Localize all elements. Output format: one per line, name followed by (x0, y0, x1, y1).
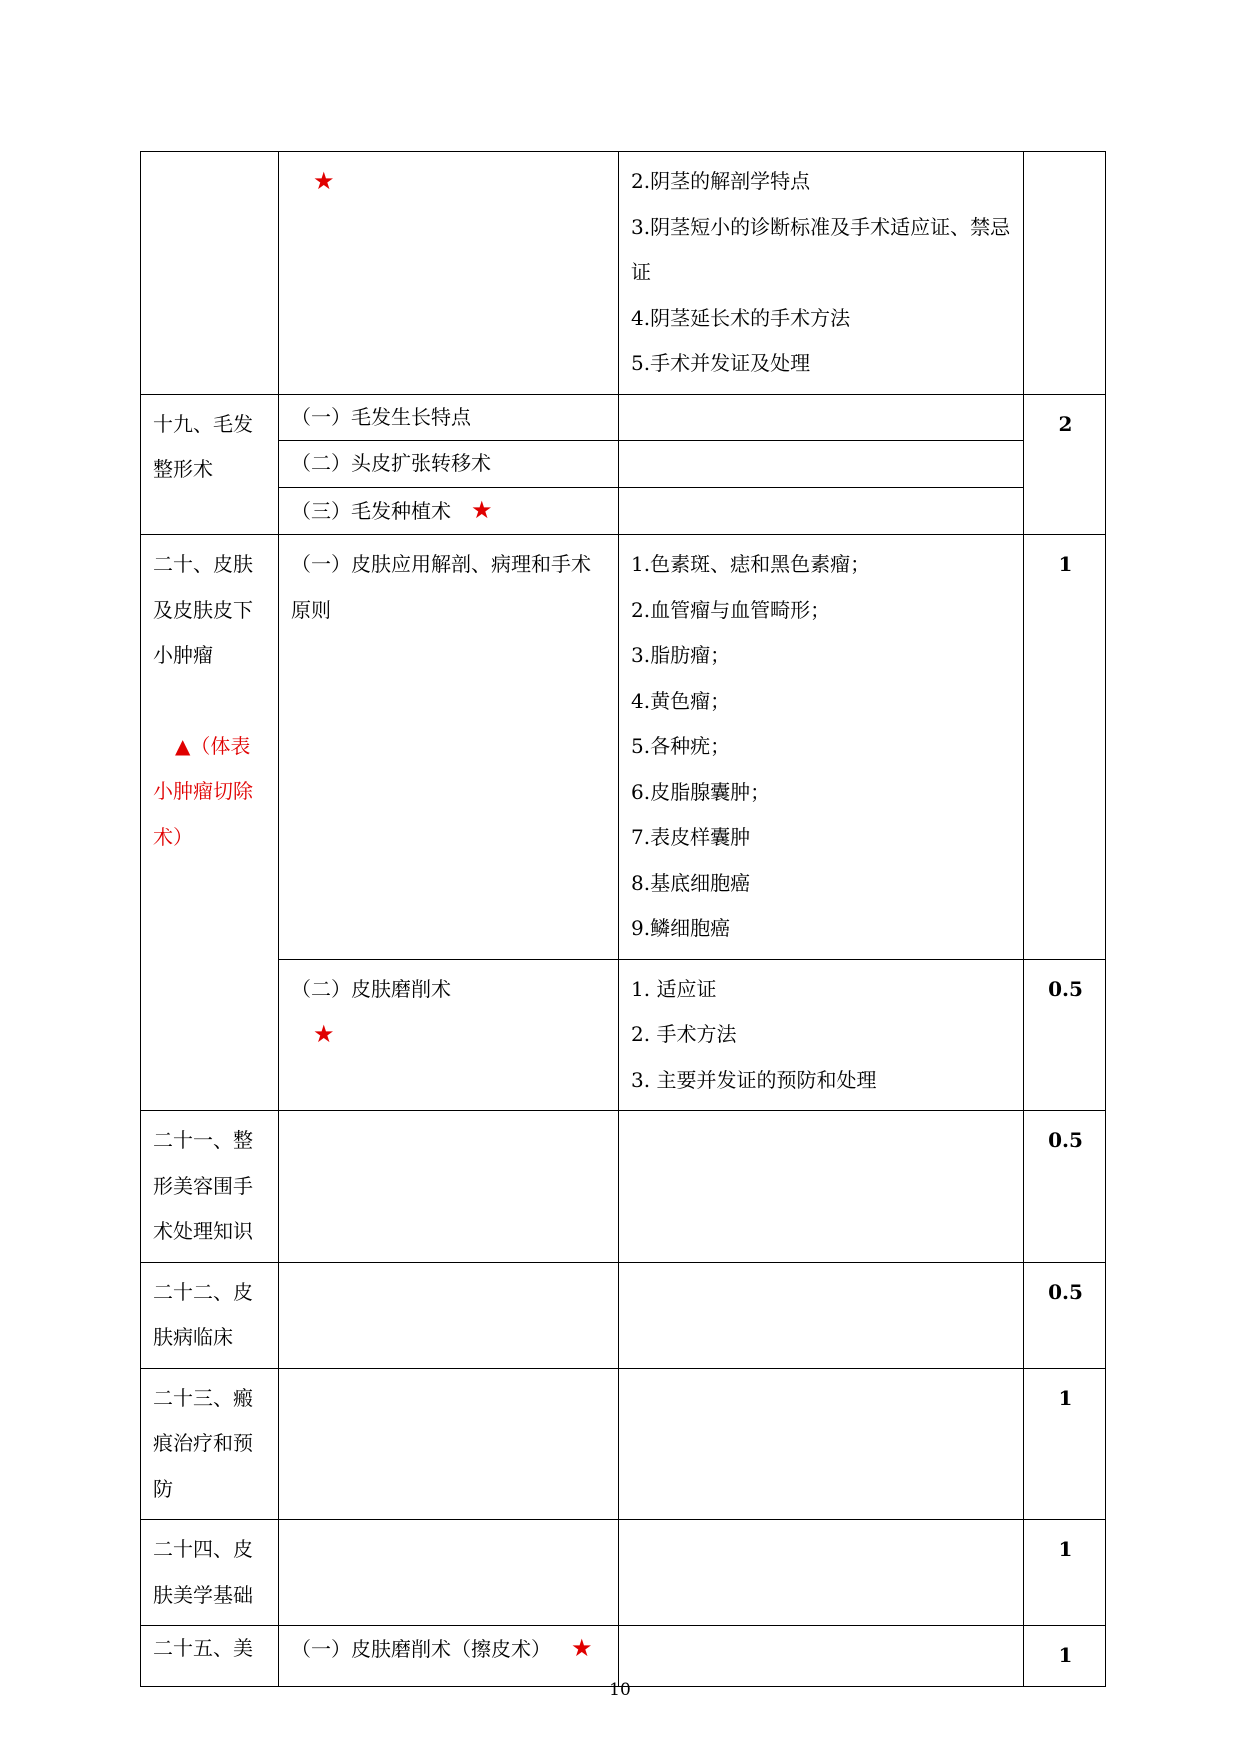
list-item: 8.基底细胞癌 (631, 870, 751, 895)
topic-title: 二十四、皮肤美学基础 (153, 1537, 253, 1607)
table-row (141, 394, 1106, 441)
list-item: 5.手术并发证及处理 (631, 351, 811, 375)
subtopic-label: （一）皮肤磨削术（擦皮术） (291, 1637, 551, 1661)
star-icon: ★ (571, 1634, 593, 1662)
table-row (141, 1262, 1106, 1368)
list-item: 7.表皮样囊肿 (631, 825, 751, 849)
table-row (141, 1111, 1106, 1263)
table-row (141, 152, 1106, 395)
page-number: 10 (609, 1680, 631, 1700)
list-item: 6.皮脂腺囊肿； (631, 779, 771, 804)
subtopic-cell (279, 394, 619, 441)
content-cell (619, 1262, 1024, 1368)
hours-cell: 2 (1024, 394, 1106, 535)
subtopic-cell (279, 1368, 619, 1520)
star-icon: ★ (471, 495, 493, 524)
content-cell (619, 1111, 1024, 1263)
list-item: 2. 手术方法 (631, 1022, 737, 1046)
topic-cell (141, 1626, 279, 1687)
content-cell (619, 394, 1024, 441)
content-cell (619, 1368, 1024, 1520)
topic-title: 二十一、整形美容围手术处理知识 (153, 1128, 253, 1243)
subtopic-cell (279, 487, 619, 535)
surgery-note: ▲（体表小肿瘤切除术） (153, 734, 253, 849)
subtopic-cell (279, 959, 619, 1111)
content-cell (619, 1520, 1024, 1626)
content-cell (619, 959, 1024, 1111)
content-cell (619, 487, 1024, 535)
table-row (141, 487, 1106, 535)
table-row (141, 1626, 1106, 1687)
subtopic-label: （二）皮肤磨削术 (291, 976, 451, 1001)
subtopic-cell (279, 441, 619, 488)
hours-cell: 0.5 (1024, 1111, 1106, 1263)
list-item: 2.阴茎的解剖学特点 (631, 169, 811, 193)
star-icon: ★ (313, 1020, 335, 1048)
hours-cell: 1 (1024, 1368, 1106, 1520)
content-cell (619, 441, 1024, 488)
topic-title: 二十二、皮肤病临床 (153, 1279, 253, 1349)
table-row (141, 959, 1106, 1111)
list-item: 3.脂肪瘤； (631, 643, 731, 667)
subtopic-cell (279, 1626, 619, 1687)
topic-cell (141, 394, 279, 535)
content-cell (619, 535, 1024, 960)
subtopic-cell (279, 535, 619, 960)
topic-cell (141, 535, 279, 1111)
hours-cell: 0.5 (1024, 959, 1106, 1111)
table-row (141, 1368, 1106, 1520)
triangle-icon: ▲ (175, 733, 191, 758)
list-item: 3.阴茎短小的诊断标准及手术适应证、禁忌证 (631, 214, 1011, 284)
star-icon: ★ (313, 167, 335, 195)
subtopic-cell (279, 1262, 619, 1368)
topic-title: 二十三、瘢痕治疗和预防 (153, 1385, 253, 1501)
hours-cell: 0.5 (1024, 1262, 1106, 1368)
subtopic-label: （三）毛发种植术 (291, 498, 451, 523)
topic-cell (141, 1520, 279, 1626)
topic-title: 二十、皮肤及皮肤皮下小肿瘤 (153, 552, 253, 667)
topic-cell (141, 152, 279, 395)
topic-cell (141, 1111, 279, 1263)
topic-cell (141, 1368, 279, 1520)
list-item: 4.阴茎延长术的手术方法 (631, 305, 851, 330)
topic-title: 十九、毛发整形术 (153, 411, 253, 481)
hours-cell (1024, 152, 1106, 395)
list-item: 4.黄色瘤； (631, 688, 731, 713)
subtopic-cell (279, 152, 619, 395)
list-item: 3. 主要并发证的预防和处理 (631, 1067, 877, 1092)
topic-title: 二十五、美 (153, 1636, 253, 1660)
list-item: 1. 适应证 (631, 976, 717, 1001)
table-row (141, 535, 1106, 960)
hours-cell: 1 (1024, 1520, 1106, 1626)
table-row (141, 441, 1106, 488)
subtopic-label: （二）头皮扩张转移术 (291, 451, 491, 475)
spacer (153, 679, 268, 724)
hours-cell: 1 (1024, 535, 1106, 960)
list-item: 9.鳞细胞癌 (631, 916, 731, 940)
content-cell (619, 1626, 1024, 1687)
table-row (141, 1520, 1106, 1626)
list-item: 5.各种疣； (631, 734, 731, 758)
topic-cell (141, 1262, 279, 1368)
subtopic-cell (279, 1111, 619, 1263)
hours-cell: 1 (1024, 1626, 1106, 1687)
syllabus-table (140, 151, 1106, 1687)
content-cell (619, 152, 1024, 395)
list-item: 1.色素斑、痣和黑色素瘤； (631, 552, 871, 576)
list-item: 2.血管瘤与血管畸形； (631, 597, 831, 622)
subtopic-label: （一）毛发生长特点 (291, 404, 471, 429)
subtopic-cell (279, 1520, 619, 1626)
subtopic-label: （一）皮肤应用解剖、病理和手术原则 (291, 552, 591, 622)
